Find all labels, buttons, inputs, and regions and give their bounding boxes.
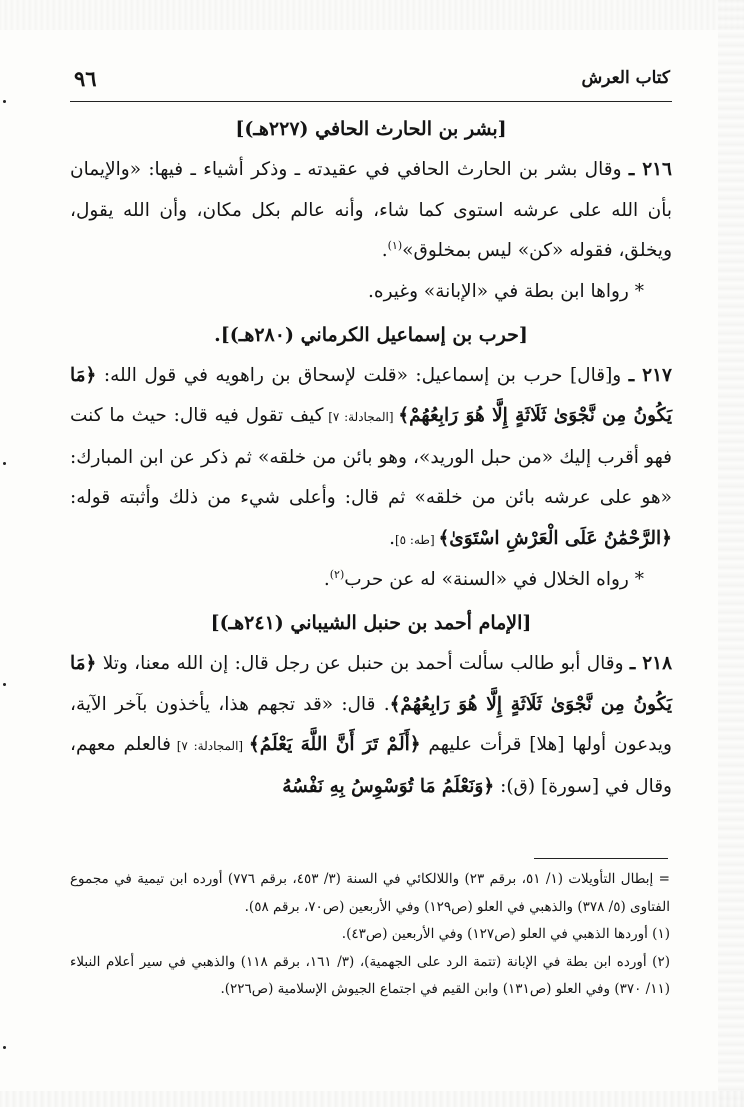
paragraph-text: . bbox=[381, 240, 388, 261]
section-heading-harb: [حرب بن إسماعيل الكرماني (٢٨٠هـ)]. bbox=[214, 323, 528, 346]
quran-verse: ﴿وَنَعْلَمُ مَا تُوَسْوِسُ بِهِ نَفْسُهُ bbox=[282, 775, 495, 797]
quran-verse: ﴿مَا يَكُونُ مِن نَّجْوَىٰ ثَلَاثَةٍ إِلَّا هُوَ رَابِعُهُمْ﴾ bbox=[70, 653, 673, 715]
page-number: ٩٦ bbox=[74, 66, 97, 91]
paragraph-218 bbox=[70, 644, 672, 807]
margin-speck bbox=[3, 100, 6, 103]
paragraph-number: ٢١٦ ـ bbox=[628, 159, 672, 180]
paragraph-number: ٢١٨ ـ bbox=[629, 653, 673, 674]
book-title: كتاب العرش bbox=[581, 68, 670, 88]
footnotes bbox=[70, 866, 670, 1004]
narration-note: * رواها ابن بطة في «الإبانة» وغيره. bbox=[368, 280, 644, 302]
quran-verse: ﴿الرَّحْمَٰنُ عَلَى الْعَرْشِ اسْتَوَىٰ﴾ bbox=[438, 527, 672, 549]
running-header bbox=[74, 68, 670, 98]
footnote-1: (١) أوردها الذهبي في العلو (ص١٢٧) وفي الأربعين (ص٤٣). bbox=[341, 926, 670, 942]
quran-verse: ﴿مَا يَكُونُ مِن نَّجْوَىٰ ثَلَاثَةٍ إِلَّا هُوَ رَابِعُهُمْ﴾ bbox=[70, 364, 673, 426]
paragraph-216 bbox=[70, 150, 672, 272]
paragraph-text: وقال أبو طالب سألت أحمد بن حنبل عن رجل قال: إن الله معنا، وتلا bbox=[96, 653, 630, 674]
page-edge-shadow bbox=[0, 1091, 744, 1107]
footnote-continuation: = إبطال التأويلات (١/ ٥١، برقم ٢٣) واللالكائي في السنة (٣/ ٤٥٣، برقم ٧٧٦) أورده ابن تيمية في مجموع الفتاوى (٥/ ٣٧٨) والذهبي في العلو (ص١٢٩) وفي الأربعين (ص٧٠، برقم ٥٨). bbox=[70, 871, 670, 915]
section-heading-ahmad: [الإمام أحمد بن حنبل الشيباني (٢٤١هـ)] bbox=[210, 612, 532, 634]
section-heading-bishr: [بشر بن الحارث الحافي (٢٢٧هـ)] bbox=[235, 118, 507, 140]
main-text bbox=[70, 112, 672, 807]
footnote-rule bbox=[534, 858, 668, 859]
margin-speck bbox=[3, 462, 6, 465]
verse-reference: [المجادلة: ٧] bbox=[170, 739, 249, 753]
footnote-marker: (٢) bbox=[329, 567, 345, 581]
paragraph-text: وقال بشر بن الحارث الحافي في عقيدته ـ وذكر أشياء ـ فيها: «والإيمان بأن الله على عرشه استوى كما شاء، وأنه عالم بكل مكان، وأن الله يقول، ويخلق، فقوله «كن» ليس بمخلوق» bbox=[70, 159, 672, 261]
header-rule bbox=[70, 101, 672, 102]
narration-text: . bbox=[323, 569, 330, 590]
quran-verse: ﴿أَلَمْ تَرَ أَنَّ اللَّهَ يَعْلَمُ﴾ bbox=[248, 734, 421, 755]
paragraph-text: . bbox=[389, 527, 395, 549]
page-gutter-shadow bbox=[718, 0, 744, 1107]
paragraph-217 bbox=[70, 356, 672, 561]
page-edge-shadow bbox=[0, 0, 744, 30]
paragraph-number: ٢١٧ ـ bbox=[628, 364, 672, 386]
verse-reference: [المجادلة: ٧] bbox=[323, 410, 399, 424]
margin-speck bbox=[3, 1046, 6, 1049]
footnote-2: (٢) أورده ابن بطة في الإبانة (تتمة الرد على الجهمية)، (٣/ ١٦١، برقم ١١٨) والذهبي في سير أعلام النبلاء (١١/ ٣٧٠) وفي العلو (ص١٣١) وابن القيم في اجتماع الجيوش الإسلامية (ص٢٢٦). bbox=[70, 953, 670, 997]
footnote-marker: (١) bbox=[387, 238, 403, 252]
paragraph-text: فالعلم معهم، وقال في [سورة] (ق): bbox=[70, 734, 672, 797]
narration-text: * رواه الخلال في «السنة» له عن حرب bbox=[344, 569, 644, 590]
paragraph-text: . قال: «قد تجهم هذا، يأخذون بآخر الآية، ويدعون أولها [هلا] قرأت عليهم bbox=[70, 693, 672, 755]
verse-reference: [طه: ٥] bbox=[394, 532, 439, 547]
paragraph-text: كيف تقول فيه قال: حيث ما كنت فهو أقرب إليك «من حبل الوريد»، وهو بائن من خلقه» ثم ذكر عن ابن المبارك: «هو على عرشه بائن من خلقه» ثم قال: وأعلى شيء من ذلك وأثبته قوله: bbox=[70, 405, 672, 508]
margin-speck bbox=[3, 683, 6, 686]
paragraph-text: و[قال] حرب بن إسماعيل: «قلت لإسحاق بن راهويه في قول الله: bbox=[96, 364, 629, 386]
narration-note bbox=[70, 560, 672, 600]
